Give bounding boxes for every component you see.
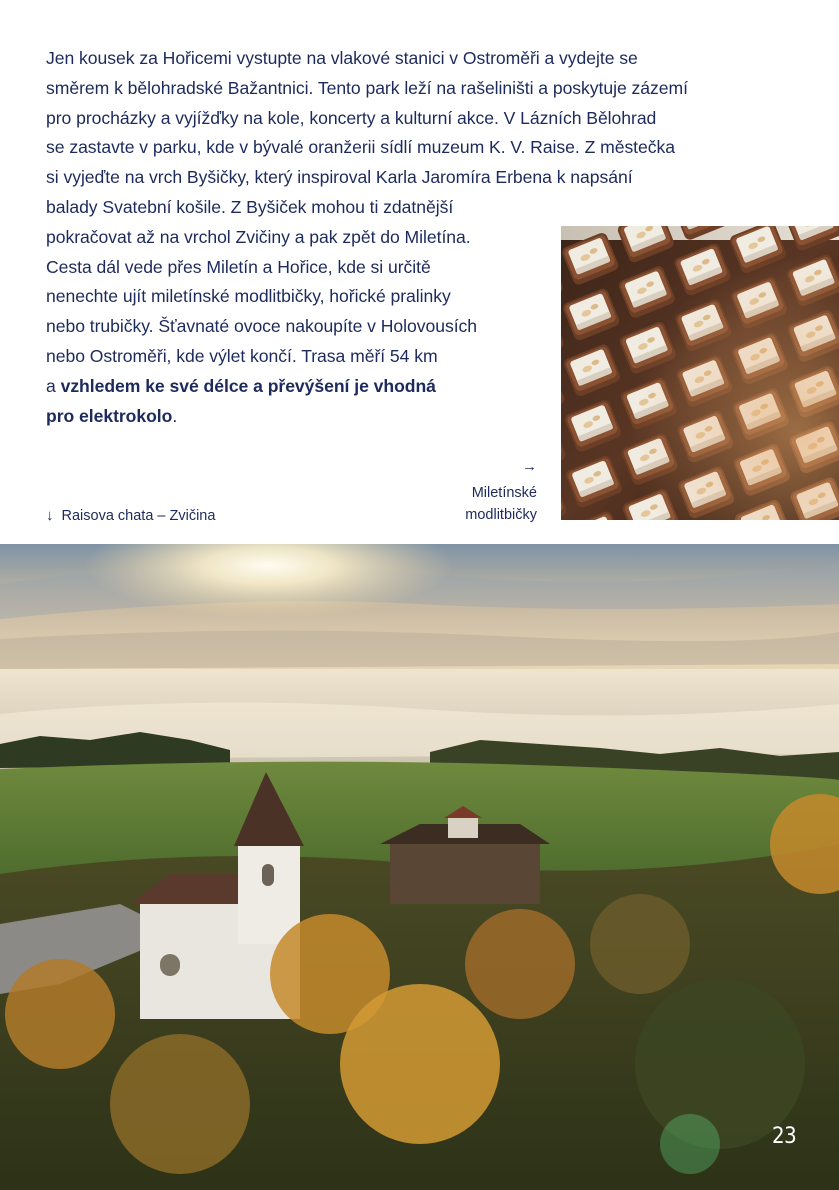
caption-text: Raisova chata – Zvičina (61, 508, 216, 524)
zvicina-landscape-photo (0, 544, 839, 1190)
article-line: pro procházky a vyjížďky na kole, koncerty a kulturní akce. V Lázních Bělohrad (46, 107, 657, 128)
article-emphasis: pro elektrokolo (46, 405, 173, 426)
article-emphasis: vzhledem ke své délce a převýšení je vhodná (60, 375, 436, 396)
cookie-photo-graphic (561, 226, 839, 520)
caption-line: Miletínské (471, 485, 537, 501)
article-line: Cesta dál vede přes Miletín a Hořice, kde si určitě (46, 256, 431, 277)
article-line: nenechte ujít miletínské modlitbičky, hořické pralinky (46, 286, 451, 307)
article-line: si vyjeďte na vrch Byšičky, který inspiroval Karla Jaromíra Erbena k napsání (46, 167, 633, 188)
article-line: se zastavte v parku, kde v bývalé oranžerii sídlí muzeum K. V. Raise. Z městečka (46, 137, 675, 158)
article-line: nebo Ostroměři, kde výlet končí. Trasa měří 54 km (46, 345, 438, 366)
arrow-right-icon: → (522, 458, 537, 475)
article-line: balady Svatební košile. Z Byšiček mohou ti zdatnější (46, 196, 454, 217)
landscape-graphic (0, 544, 839, 1190)
article-text: . (172, 405, 178, 426)
caption-modlitbicky (465, 458, 537, 526)
article-line: nebo trubičky. Šťavnaté ovoce nakoupíte v Holovousích (46, 316, 478, 337)
article-line: směrem k bělohradské Bažantnici. Tento park leží na rašeliništi a poskytuje zázemí (46, 77, 688, 98)
caption-raisova-chata (46, 506, 215, 526)
article-line: pokračovat až na vrchol Zvičiny a pak zpět do Miletína. (46, 226, 471, 247)
caption-line: modlitbičky (465, 507, 537, 523)
page-number: 23 (772, 1124, 797, 1149)
article-text: a (46, 375, 61, 396)
article-line: Jen kousek za Hořicemi vystupte na vlakové stanici v Ostroměři a vydejte se (46, 48, 638, 68)
modlitbicky-photo (561, 226, 839, 520)
arrow-down-icon: ↓ (46, 507, 54, 524)
